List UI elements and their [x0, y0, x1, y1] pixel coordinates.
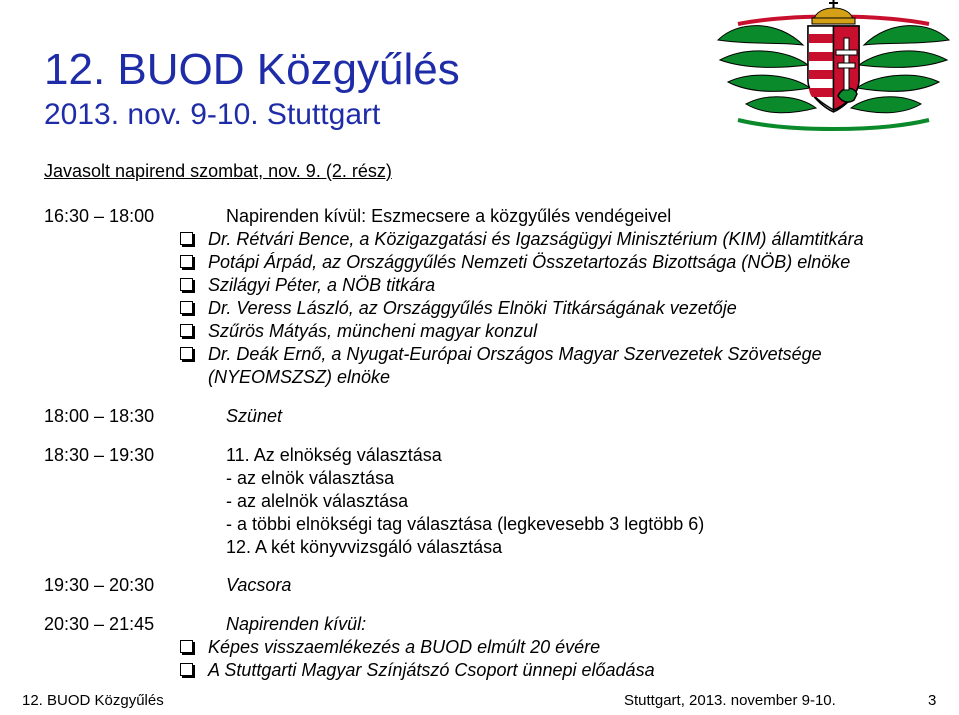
election-subitem: - az elnök választása	[226, 468, 395, 488]
checkbox-icon	[180, 301, 193, 314]
agenda-heading: Javasolt napirend szombat, nov. 9. (2. rész)	[44, 161, 392, 181]
break-label: Szünet	[226, 406, 283, 426]
guest-item: Potápi Árpád, az Országgyűlés Nemzeti Összetartozás Bizottsága (NÖB) elnöke	[208, 252, 851, 272]
guest-item: Dr. Rétvári Bence, a Közigazgatási és Igazságügyi Minisztérium (KIM) államtitkára	[208, 229, 864, 249]
time-slot-4: 19:30 – 20:30	[44, 575, 155, 595]
page-subtitle: 2013. nov. 9-10. Stuttgart	[44, 98, 381, 131]
time-slot-1: 16:30 – 18:00	[44, 206, 155, 226]
checkbox-icon	[180, 278, 193, 291]
election-item: 12. A két könyvvizsgáló választása	[226, 537, 503, 557]
checkbox-icon	[180, 324, 193, 337]
footer-left: 12. BUOD Közgyűlés	[22, 692, 164, 709]
time-slot-5: 20:30 – 21:45	[44, 614, 155, 634]
election-item: 11. Az elnökség választása	[226, 445, 442, 465]
guest-item: Dr. Veress László, az Országgyűlés Elnöki Titkárságának vezetője	[208, 298, 737, 318]
page-number: 3	[928, 692, 937, 709]
checkbox-icon	[180, 232, 193, 245]
checkbox-icon	[180, 347, 193, 360]
block-1-heading: Napirenden kívül: Eszmecsere a közgyűlés vendégeivel	[226, 206, 672, 226]
checkbox-icon	[180, 640, 193, 653]
dinner-label: Vacsora	[226, 575, 292, 595]
program-item: Képes visszaemlékezés a BUOD elmúlt 20 évére	[208, 637, 601, 657]
election-subitem: - a többi elnökségi tag választása (legkevesebb 3 legtöbb 6)	[226, 514, 705, 534]
checkbox-icon	[180, 255, 193, 268]
checkbox-icon	[180, 663, 193, 676]
guest-item: Szilágyi Péter, a NÖB titkára	[208, 275, 436, 295]
guest-item: Dr. Deák Ernő, a Nyugat-Európai Országos Magyar Szervezetek Szövetsége	[208, 344, 822, 364]
program-item: A Stuttgarti Magyar Színjátszó Csoport ünnepi előadása	[208, 660, 655, 680]
hungarian-coat-of-arms-icon	[708, 0, 959, 132]
election-subitem: - az alelnök választása	[226, 491, 409, 511]
guest-item-continuation: (NYEOMSZSZ) elnöke	[208, 367, 391, 387]
block-5-heading: Napirenden kívül:	[226, 614, 367, 634]
footer-center: Stuttgart, 2013. november 9-10.	[624, 692, 836, 709]
page-title: 12. BUOD Közgyűlés	[44, 45, 460, 94]
time-slot-2: 18:00 – 18:30	[44, 406, 155, 426]
guest-item: Szűrös Mátyás, müncheni magyar konzul	[208, 321, 538, 341]
time-slot-3: 18:30 – 19:30	[44, 445, 155, 465]
